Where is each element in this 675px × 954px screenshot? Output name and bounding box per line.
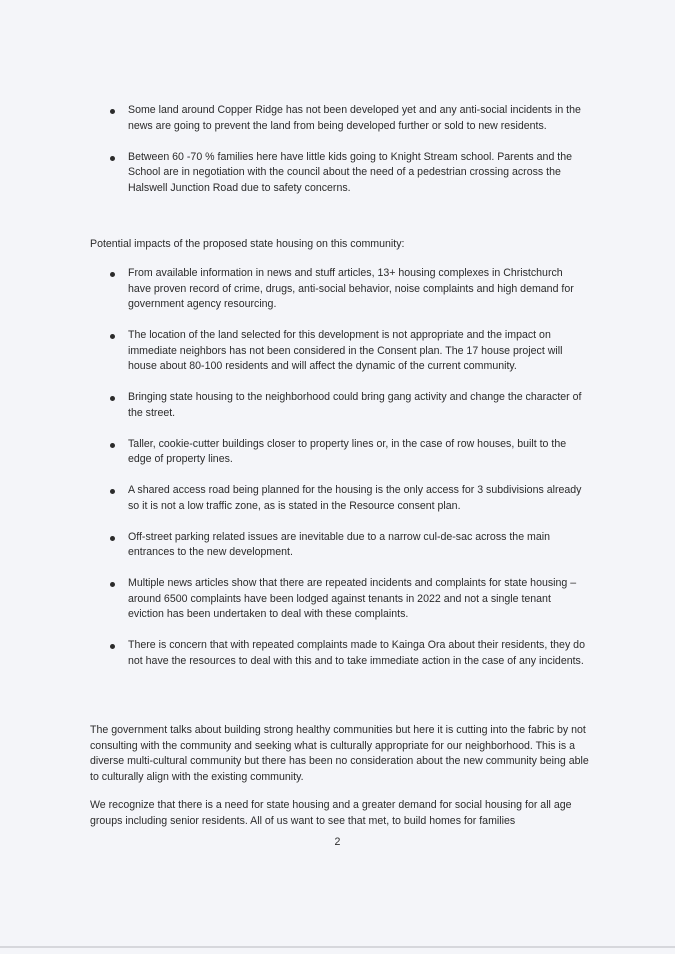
bullet-icon	[110, 156, 115, 161]
list-item-text: The location of the land selected for this development is not appropriate and the impact on immediate neighbors has not been considered in the Consent plan. The 17 house project will house about 80-100 residents and will affect the dynamic of the current community.	[128, 329, 563, 372]
impacts-heading: Potential impacts of the proposed state housing on this community:	[90, 238, 405, 250]
list-item-text: A shared access road being planned for the housing is the only access for 3 subdivisions already so it is not a low traffic zone, as is stated in the Resource consent plan.	[128, 484, 582, 512]
bullet-icon	[110, 396, 115, 401]
list-item-text: There is concern that with repeated complaints made to Kainga Ora about their residents, they do not have the resources to deal with this and to take immediate action in the case of any incidents.	[128, 639, 585, 667]
bullet-icon	[110, 582, 115, 587]
list-item-text: Between 60 -70 % families here have little kids going to Knight Stream school. Parents and the School are in negotiation with the council about the need of a pedestrian crossing across the Halswell Junction Road due to safety concerns.	[128, 150, 573, 194]
page-edge-divider	[0, 946, 675, 948]
paragraph-government: The government talks about building strong healthy communities but here it is cutting into the fabric by not consulting with the community and seeking what is culturally appropriate for our neighborhood. This is a diverse multi-cultural community but there has been no consideration about the new community being able to culturally align with the existing community.	[90, 724, 589, 783]
list-item	[0, 266, 675, 313]
list-item-text: Bringing state housing to the neighborhood could bring gang activity and change the character of the street.	[128, 391, 582, 419]
list-item	[0, 103, 675, 134]
bullet-icon	[110, 443, 115, 448]
paragraph-recognize: We recognize that there is a need for state housing and a greater demand for social housing for all age groups including senior residents. All of us want to see that met, to build homes for families	[90, 799, 572, 827]
bullet-icon	[110, 334, 115, 339]
impacts-list	[0, 266, 675, 669]
bullet-icon	[110, 536, 115, 541]
bullet-icon	[110, 272, 115, 277]
list-item-text: From available information in news and stuff articles, 13+ housing complexes in Christchurch have proven record of crime, drugs, anti-social behavior, noise complaints and high demand for government agency resourcing.	[128, 267, 574, 310]
list-item	[0, 483, 675, 514]
bullet-icon	[110, 109, 115, 114]
list-item	[0, 150, 675, 197]
bullet-icon	[110, 489, 115, 494]
page-number: 2	[334, 836, 341, 848]
list-item	[0, 576, 675, 623]
list-item	[0, 390, 675, 421]
list-item-text: Taller, cookie-cutter buildings closer to property lines or, in the case of row houses, built to the edge of property lines.	[128, 437, 567, 465]
list-item-text: Some land around Copper Ridge has not been developed yet and any anti-social incidents in the news are going to prevent the land from being developed further or sold to new residents.	[128, 104, 581, 132]
list-item	[0, 328, 675, 375]
list-item-text: Multiple news articles show that there are repeated incidents and complaints for state housing – around 6500 complaints have been lodged against tenants in 2022 and not a single tenant eviction has been undertaken to deal with these complaints.	[128, 577, 577, 620]
list-item	[0, 437, 675, 468]
list-item	[0, 638, 675, 669]
list-item-text: Off-street parking related issues are inevitable due to a narrow cul-de-sac across the main entrances to the new development.	[128, 530, 550, 558]
bullet-list-top	[0, 103, 675, 196]
bullet-icon	[110, 644, 115, 649]
list-item	[0, 530, 675, 561]
